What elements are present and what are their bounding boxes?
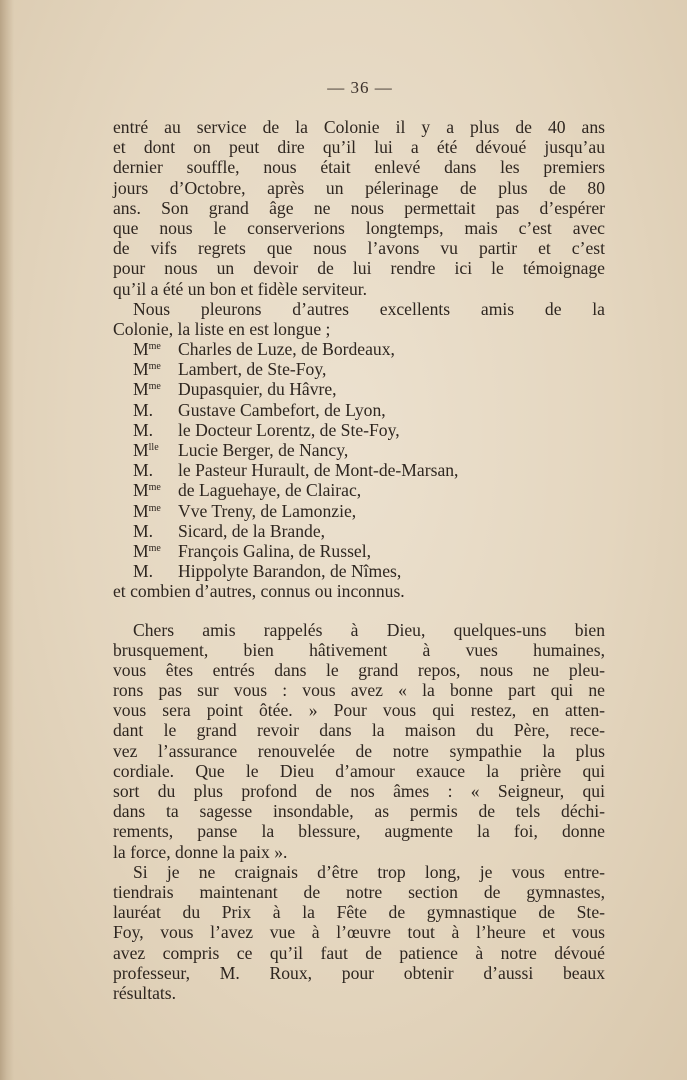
text-line: Nous pleurons d’autres excellents amis de la bbox=[133, 298, 605, 319]
honorific: $M^{lle}$ bbox=[133, 440, 159, 460]
text-line: avez compris ce qu’il faut de patience à notre dévoué bbox=[113, 942, 605, 963]
page-number: — 36 — bbox=[327, 78, 393, 97]
list-item-name: Sicard, de la Brande, bbox=[178, 520, 326, 541]
list-item-name: le Docteur Lorentz, de Ste-Foy, bbox=[178, 419, 400, 440]
list-item bbox=[133, 541, 579, 561]
list-item bbox=[133, 400, 579, 420]
text-line: tiendrais maintenant de notre section de gymnastes, bbox=[113, 881, 605, 902]
paragraph-2 bbox=[113, 299, 605, 339]
list-item bbox=[133, 359, 579, 379]
list-item-name: Charles de Luze, de Bordeaux, bbox=[178, 339, 395, 360]
list-closing: et combien d’autres, connus ou inconnus. bbox=[113, 581, 405, 602]
honorific: M. bbox=[133, 419, 154, 440]
list-item-name: le Pasteur Hurault, de Mont-de-Marsan, bbox=[178, 460, 459, 481]
honorific: M. bbox=[133, 561, 154, 582]
honorific: $M^{me}$ bbox=[133, 540, 161, 561]
honorific: M. bbox=[133, 460, 154, 481]
text-line: qu’il a été un bon et fidèle serviteur. bbox=[113, 278, 368, 299]
list-item-name: Vve Treny, de Lamonzie, bbox=[178, 500, 357, 521]
text-line: entré au service de la Colonie il y a plus de 40 ans bbox=[113, 117, 605, 137]
text-line: jours d’Octobre, après un pélerinage de plus de 80 bbox=[113, 177, 605, 198]
honorific: $M^{me}$ bbox=[133, 480, 161, 501]
list-item-name: Hippolyte Barandon, de Nîmes, bbox=[178, 561, 402, 582]
list-item bbox=[133, 440, 579, 460]
text-line: rements, panse la blessure, augmente la foi, donne bbox=[113, 821, 605, 842]
page-body bbox=[113, 117, 605, 1003]
list-item bbox=[133, 460, 579, 480]
list-item-name: de Laguehaye, de Clairac, bbox=[178, 480, 362, 501]
list-item-name: François Galina, de Russel, bbox=[178, 540, 372, 561]
honorific: M. bbox=[133, 520, 154, 541]
honorific: $M^{me}$ bbox=[133, 359, 161, 380]
text-line: Chers amis rappelés à Dieu, quelques-uns bien bbox=[133, 619, 605, 640]
text-line: Foy, vous l’avez vue à l’œuvre tout à l’heure et vous bbox=[113, 922, 605, 943]
text-line: vez l’assurance renouvelée de notre sympathie la plus bbox=[113, 740, 605, 761]
text-line: dernier souffle, nous était enlevé dans les premiers bbox=[113, 157, 605, 178]
friends-list bbox=[133, 339, 579, 581]
honorific: M. bbox=[133, 399, 154, 420]
text-line: Si je ne craignais d’être trop long, je vous entre- bbox=[133, 861, 605, 882]
honorific: $M^{me}$ bbox=[133, 379, 161, 400]
text-line: la force, donne la paix ». bbox=[113, 841, 288, 862]
text-line: et dont on peut dire qu’il lui a été dévoué jusqu’au bbox=[113, 137, 605, 158]
list-item-name: Lambert, de Ste-Foy, bbox=[178, 359, 327, 380]
paragraph-gap bbox=[113, 602, 605, 620]
paragraph-3 bbox=[113, 620, 605, 862]
text-line: brusquement, bien hâtivement à vues humaines, bbox=[113, 639, 605, 660]
list-item bbox=[133, 420, 579, 440]
text-line: dans ta sagesse insondable, as permis de tels déchi- bbox=[113, 801, 605, 822]
honorific: $M^{me}$ bbox=[133, 500, 161, 521]
list-item-name: Dupasquier, du Hâvre, bbox=[178, 379, 337, 400]
paragraph-4 bbox=[113, 862, 605, 1003]
text-line: ans. Son grand âge ne nous permettait pas d’espérer bbox=[113, 197, 605, 218]
text-line: lauréat du Prix à la Fête de gymnastique de Ste- bbox=[113, 902, 605, 923]
text-line: cordiale. Que le Dieu d’amour exauce la prière qui bbox=[113, 760, 605, 781]
text-line: vous sera point ôtée. » Pour vous qui restez, en atten- bbox=[113, 700, 605, 721]
text-line: rons pas sur vous : vous avez « la bonne part qui ne bbox=[113, 680, 605, 701]
text-line: professeur, M. Roux, pour obtenir d’aussi beaux bbox=[113, 962, 605, 983]
list-item-name: Gustave Cambefort, de Lyon, bbox=[178, 399, 386, 420]
text-line: vous êtes entrés dans le grand repos, nous ne pleu- bbox=[113, 659, 605, 680]
honorific: $M^{me}$ bbox=[133, 339, 161, 360]
text-line: de vifs regrets que nous l’avons vu partir et c’est bbox=[113, 238, 605, 259]
list-item bbox=[133, 379, 579, 399]
page-edge-shadow bbox=[0, 0, 14, 1080]
paragraph-1 bbox=[113, 117, 605, 299]
list-item bbox=[133, 501, 579, 521]
list-item-name: Lucie Berger, de Nancy, bbox=[178, 440, 349, 460]
text-line: dant le grand revoir dans la maison du Père, rece- bbox=[113, 720, 605, 741]
text-line: pour nous un devoir de lui rendre ici le témoignage bbox=[113, 258, 605, 279]
text-line: que nous le conserverions longtemps, mais c’est avec bbox=[113, 217, 605, 238]
list-item bbox=[133, 339, 579, 359]
text-line: sort du plus profond de nos âmes : « Seigneur, qui bbox=[113, 781, 605, 801]
list-item bbox=[133, 521, 579, 541]
text-line: résultats. bbox=[113, 982, 177, 1003]
list-item bbox=[133, 561, 579, 581]
list-item bbox=[133, 480, 579, 500]
text-line: Colonie, la liste en est longue ; bbox=[113, 318, 331, 339]
